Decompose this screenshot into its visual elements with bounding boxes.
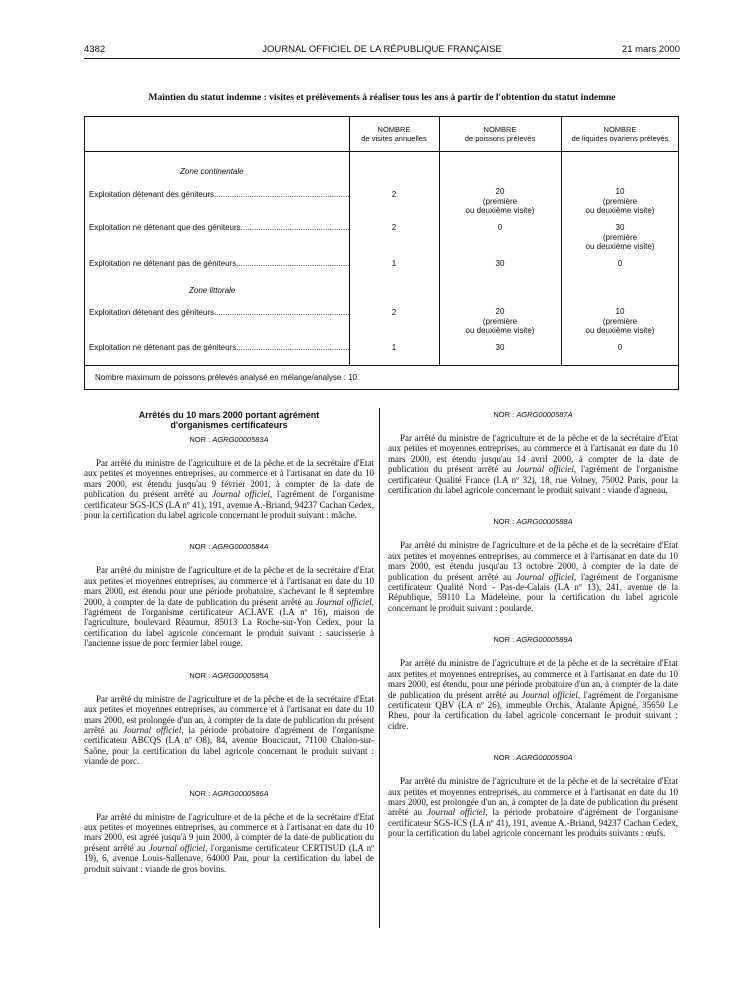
nor-reference	[388, 635, 678, 644]
notice-text	[388, 658, 678, 731]
journal-officiel-ref: Journal officiel,	[315, 596, 374, 607]
journal-officiel-ref: Journal officiel,	[516, 464, 577, 475]
notice	[84, 671, 374, 767]
cell-liquides	[561, 343, 679, 353]
nor-code: AGRG0000586A	[212, 788, 269, 798]
section-title-line: d'organismes certificateurs	[170, 420, 288, 430]
cell-line: (première	[602, 196, 638, 206]
notice-text-part: Par arrêté du ministre de l'agriculture et de la pêche et de la secrétaire d'Etat aux petites et moyennes entreprises, au commerce et à l'artisanat en date du 10 mars 2000, est agréé jusqu'à 9 juin 2000, à compter de la date de publication du présent arrêté au	[84, 811, 374, 853]
cell-line: 30	[615, 223, 625, 232]
notice-text	[84, 694, 374, 767]
notice-text-part: Par arrêté du ministre de l'agriculture et de la pêche et de la secrétaire d'Etat aux petites et moyennes entreprises, au commerce et à l'artisanat en date du 10 mars 2000, est étendu jusqu'au 14 avril 2000, à compter de la date de publication du présent arrêté au	[388, 433, 678, 475]
notice-text	[388, 776, 678, 838]
cell-line: ou deuxième visite)	[585, 206, 655, 215]
notice-text-part: Par arrêté du ministre de l'agriculture et de la pêche et de la secrétaire d'Etat aux petites et moyennes entreprises, au commerce et à l'artisanat en date du 10 mars 2000, est prolongée d'un an, à compter de la date de publication du présent arrêté au	[84, 693, 374, 735]
nor-label: NOR :	[189, 542, 211, 552]
cell-liquides	[561, 307, 679, 336]
row-label: Exploitation ne détenant que des géniteurs .....	[89, 223, 349, 232]
notice-text	[84, 458, 374, 520]
row-label: Exploitation détenant des géniteurs .....	[89, 308, 349, 317]
col-header-line: de poissons prélevés	[464, 134, 536, 143]
cell-line: (première	[602, 316, 638, 326]
column-divider	[379, 408, 380, 928]
notice-text-part: l'organisme certificateur CERTISUD (LA nº 19), 6, avenue Louis-Sallenave, 64000 Pau, pour la certification du label de produit suivant : viande de gros bovins.	[84, 842, 374, 874]
notice-text-part: l'agrément de l'organisme certificateur QBV (LA nº 26), immeuble Orchis, Atalante Apigné, 35650 Le Rheu, pour la certification du label agricole concernant le produit suivant : cidre.	[388, 689, 678, 731]
page-number: 4382	[84, 44, 106, 55]
notice	[84, 789, 374, 874]
journal-officiel-ref: Journal officiel,	[516, 571, 577, 582]
notice-text	[84, 812, 374, 874]
nor-label: NOR :	[493, 410, 515, 419]
nor-code: AGRG0000584A	[212, 542, 269, 552]
nor-reference	[84, 671, 374, 680]
nor-reference	[388, 517, 678, 526]
nor-code: AGRG0000585A	[212, 670, 269, 680]
zone-littorale-label: Zone littorale	[189, 286, 236, 295]
nor-code: AGRG0000583A	[212, 435, 269, 444]
nor-reference	[388, 410, 678, 419]
col-header-line: NOMBRE	[483, 125, 517, 134]
cell-liquides	[561, 187, 679, 216]
zone-continentale-label: Zone continentale	[180, 167, 244, 176]
nor-reference	[84, 542, 374, 551]
table-footnote: Nombre maximum de poissons prélevés analysé en mélange/analyse : 10.	[95, 373, 360, 382]
notice-text-part: Par arrêté du ministre de l'agriculture et de la pêche et de la secrétaire d'Etat aux petites et moyennes entreprises, au commerce et à l'artisanat en date du 10 mars 2000, est étendu, pour une période probatoire d'un an, à compter de la date de publication du présent arrêté au	[388, 658, 678, 700]
cell-line: ou deuxième visite)	[465, 206, 535, 215]
cell-line: 30	[495, 343, 505, 352]
section-title	[84, 410, 374, 430]
section-title-line: Arrêtés du 10 mars 2000 portant agrément	[138, 410, 320, 420]
nor-label: NOR :	[189, 435, 211, 444]
journal-title: JOURNAL OFFICIEL DE LA RÉPUBLIQUE FRANÇAISE	[262, 44, 502, 55]
nor-label: NOR :	[189, 788, 211, 798]
cell-line: 20	[495, 187, 505, 196]
nor-code: AGRG0000587A	[516, 410, 573, 419]
cell-liquides	[561, 223, 679, 252]
notice-text-part: l'agrément de l'organisme certificateur Qualité Nord - Pas-de-Calais (LA nº 13), 241, avenue de la République, 59110 La Madeleine, pour la certification du label agricole concernant le produit suivant : poularde.	[388, 571, 678, 613]
header-rule	[84, 58, 680, 59]
row-label: Exploitation ne détenant pas de géniteurs .....	[89, 343, 349, 352]
cell-poissons	[439, 259, 561, 269]
nor-reference	[84, 789, 374, 798]
journal-officiel-ref: Journal officiel,	[148, 842, 208, 853]
col-header-line: de visites annuelles	[361, 134, 427, 143]
nor-label: NOR :	[493, 753, 515, 763]
right-column	[388, 410, 678, 861]
nor-reference	[388, 753, 678, 762]
cell-line: (première	[602, 232, 638, 242]
journal-officiel-ref: Journal officiel,	[123, 724, 184, 735]
nor-code: AGRG0000588A	[516, 517, 573, 527]
cell-line: (première	[482, 196, 518, 206]
cell-line: ou deuxième visite)	[465, 326, 535, 335]
nor-label: NOR :	[493, 635, 515, 645]
cell-line: ou deuxième visite)	[585, 326, 655, 335]
notice-text-part: la période probatoire d'agrément de l'organisme certificateur ABCQS (LA nº O8), 84, avenue Boucicaut, 71100 Chalon-sur-Saône, pour la certification du label agricole concernant le produit suivant : viande de porc.	[84, 724, 374, 767]
nor-reference	[84, 435, 374, 444]
col-header-liquides	[561, 125, 679, 143]
notice	[84, 435, 374, 520]
notice	[388, 410, 678, 495]
notice-text	[388, 433, 678, 495]
nor-code: AGRG0000589A	[516, 635, 573, 645]
journal-officiel-ref: Journal officiel,	[212, 489, 273, 500]
cell-visites: 2	[391, 190, 397, 199]
cell-poissons	[439, 307, 561, 336]
cell-liquides	[561, 259, 679, 269]
row-label: Exploitation détenant des géniteurs .....	[89, 190, 349, 199]
notice	[84, 542, 374, 648]
cell-line: 0	[617, 343, 623, 352]
notice-text-part: l'agrément de l'organisme certificateur Qualité France (LA nº 32), 18, rue Volney, 75002 Paris, pour la certification du label agricole concernant le produit suivant : viande d'agneau.	[388, 464, 678, 496]
notice	[388, 517, 678, 613]
col-header-line: NOMBRE	[603, 125, 637, 134]
cell-line: 10	[615, 307, 625, 316]
journal-officiel-ref: Journal officiel,	[521, 689, 581, 700]
notice-text-part: Par arrêté du ministre de l'agriculture et de la pêche et de la secrétaire d'Etat aux petites et moyennes entreprises, au commerce et à l'artisanat en date du 10 mars 2000, est étendu jusqu'au 13 octobre 2000, à compter de la date de publication du présent arrêté au	[388, 540, 678, 582]
col-header-visites	[349, 125, 439, 143]
row-label: Exploitation ne détenant pas de géniteurs .....	[89, 259, 349, 268]
cell-poissons	[439, 223, 561, 233]
notice-text-part: Par arrêté du ministre de l'agriculture et de la pêche et de la secrétaire d'Etat aux petites et moyennes entreprises, au commerce et à l'artisanat en date du 10 mars 2000, est prolongée d'un an, à compter de la date de publication du présent arrêté au	[388, 776, 678, 818]
table-title: Maintien du statut indemne : visites et prélèvements à réaliser tous les ans à partir de l'obtention du statut indemne	[148, 93, 616, 103]
cell-line: (première	[482, 316, 518, 326]
notice-text-part: Par arrêté du ministre de l'agriculture et de la pêche et de la secrétaire d'Etat aux petites et moyennes entreprises, au commerce et à l'artisanat en date du 10 mars 2000, est étendu pour une période probatoire, s'achevant le 8 septembre 2000, à compter de la date de publication du présent arrêté au	[84, 565, 374, 607]
nor-label: NOR :	[493, 517, 515, 527]
cell-line: ou deuxième visite)	[585, 242, 655, 251]
cell-visites: 1	[391, 259, 397, 268]
nor-code: AGRG0000590A	[516, 753, 573, 763]
cell-line: 30	[495, 259, 505, 268]
table-footer-rule	[85, 365, 678, 366]
notice-text-part: la période probatoire d'agrément de l'organisme certificateur SGS-ICS (LA nº 41), 191, avenue A.-Briand, 94237 Cachan Cedex, pour la certification du label agricole concernant les produits suivants : œufs.	[388, 807, 678, 839]
col-header-poissons	[439, 125, 561, 143]
journal-officiel-ref: Journal officiel,	[427, 807, 488, 818]
cell-visites: 2	[391, 308, 397, 317]
notice-text	[84, 565, 374, 648]
table-header-rule	[85, 151, 678, 152]
cell-visites: 2	[391, 223, 397, 232]
cell-visites: 1	[391, 343, 397, 352]
col-header-line: de liquides ovariens prélevés	[571, 134, 669, 143]
visits-table	[84, 116, 679, 390]
cell-line: 0	[497, 223, 503, 232]
page-header	[84, 44, 680, 58]
notice-text	[388, 540, 678, 613]
cell-poissons	[439, 187, 561, 216]
col-header-line: NOMBRE	[377, 125, 411, 134]
notice	[388, 753, 678, 838]
issue-date: 21 mars 2000	[621, 44, 680, 55]
cell-line: 0	[617, 259, 623, 268]
notice-text-part: l'agrément de l'organisme certificateur SGS-ICS (LA nº 41), 191, avenue A.-Briand, 94237 Cachan Cedex, pour la certification du label agricole concernant le produit suivant : mâche.	[84, 489, 374, 521]
left-column	[84, 410, 374, 896]
table-divider	[349, 117, 350, 365]
notice-text-part: l'agrément de l'organisme certificateur ACLAVE (LA nº 16), maison de l'agriculture, boulevard Réaumur, 85013 La Roche-sur-Yon Cedex, pour la certification du label agricole concernant le produit suivant : saucisserie à l'ancienne issue de porc fermier label rouge.	[84, 607, 374, 649]
nor-label: NOR :	[189, 670, 211, 680]
notice-text-part: Par arrêté du ministre de l'agriculture et de la pêche et de la secrétaire d'Etat aux petites et moyennes entreprises, au commerce et à l'artisanat en date du 10 mars 2000, est étendu jusqu'au 9 février 2001, à compter de la date de publication du présent arrêté au	[84, 458, 374, 500]
notice	[388, 635, 678, 731]
cell-line: 20	[495, 307, 505, 316]
cell-line: 10	[615, 187, 625, 196]
cell-poissons	[439, 343, 561, 353]
